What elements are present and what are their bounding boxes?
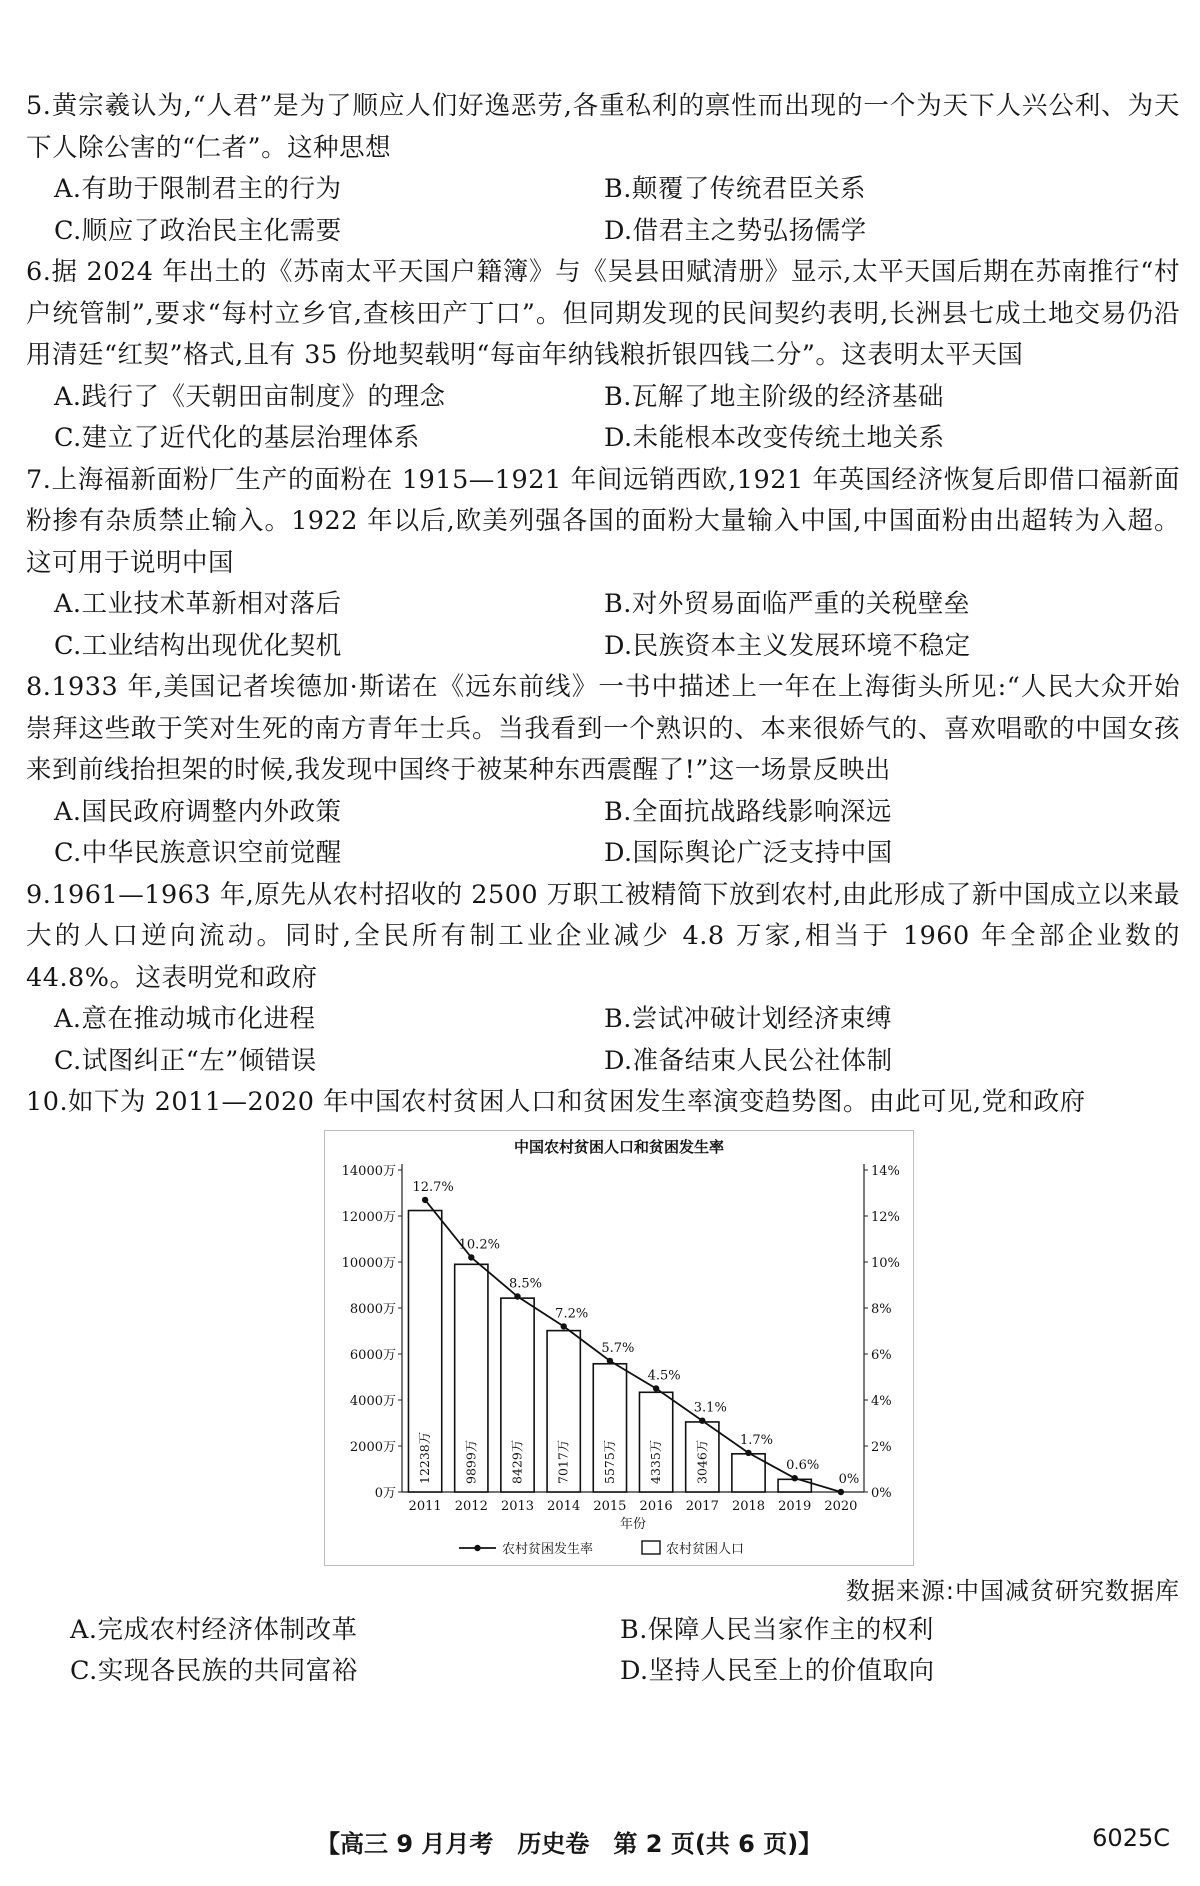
option-b: B.全面抗战路线影响深远 <box>604 796 892 827</box>
option-c: C.试图纠正“左”倾错误 <box>54 1045 317 1076</box>
option-d: D.国际舆论广泛支持中国 <box>604 838 893 868</box>
question-stem: 7.上海福新面粉厂生产的面粉在 1915—1921 年间远销西欧,1921 年英国经济恢复后即借口福新面粉掺有杂质禁止输入。1922 年以后,欧美列强各国的面粉大量输入中国,中国面粉由出超转为入超。这可用于说明中国 <box>26 464 1180 578</box>
x-tick-label: 2017 <box>685 1498 719 1514</box>
option-d: D.未能根本改变传统土地关系 <box>604 423 945 453</box>
x-tick-label: 2018 <box>731 1498 766 1514</box>
y-left-tick-label: 6000万 <box>349 1347 396 1363</box>
rate-point <box>468 1254 474 1260</box>
x-tick-label: 2019 <box>778 1498 812 1514</box>
option-d: D.准备结束人民公社体制 <box>604 1045 893 1076</box>
y-right-tick-label: 12% <box>871 1209 900 1225</box>
x-tick-label: 2015 <box>593 1498 627 1514</box>
option-c: C.顺应了政治民主化需要 <box>54 215 342 246</box>
options <box>26 169 1180 252</box>
question-stem: 9.1961—1963 年,原先从农村招收的 2500 万职工被精简下放到农村,由此形成了新中国成立以来最大的人口逆向流动。同时,全民所有制工业企业减少 4.8 万家,相当于 1960 年全部企业数的 44.8%。这表明党和政府 <box>26 879 1180 993</box>
option-c: C.实现各民族的共同富裕 <box>70 1656 358 1686</box>
question-stem: 5.黄宗羲认为,“人君”是为了顺应人们好逸恶劳,各重私利的禀性而出现的一个为天下人兴公利、为天下人除公害的“仁者”。这种思想 <box>26 91 1180 163</box>
option-d: D.坚持人民至上的价值取向 <box>620 1656 935 1686</box>
legend-label-population: 农村贫困人口 <box>666 1541 745 1557</box>
rate-point <box>653 1385 659 1391</box>
poverty-chart <box>324 1130 914 1566</box>
x-tick-label: 2016 <box>639 1498 673 1514</box>
x-tick-label: 2014 <box>547 1498 581 1514</box>
footer-page-info: 【高三 9 月月考 历史卷 第 2 页(共 6 页)】 <box>316 1830 823 1858</box>
x-tick-label: 2011 <box>408 1498 442 1514</box>
question-6 <box>26 252 1180 460</box>
option-a: A.意在推动城市化进程 <box>54 1004 316 1034</box>
option-d: D.借君主之势弘扬儒学 <box>604 215 867 246</box>
option-c: C.工业结构出现优化契机 <box>54 630 342 661</box>
options <box>26 584 1180 667</box>
option-a: A.国民政府调整内外政策 <box>54 796 342 827</box>
question-7 <box>26 460 1180 668</box>
y-left-tick-label: 0万 <box>374 1485 396 1501</box>
exam-page <box>26 86 1180 1693</box>
rate-point <box>514 1293 520 1299</box>
x-axis-label: 年份 <box>619 1516 647 1532</box>
question-8 <box>26 667 1180 875</box>
y-right-tick-label: 14% <box>871 1163 900 1179</box>
x-tick-label: 2020 <box>824 1498 858 1514</box>
y-left-tick-label: 12000万 <box>341 1209 396 1225</box>
option-b: B.保障人民当家作主的权利 <box>620 1614 934 1645</box>
y-right-tick-label: 6% <box>871 1347 892 1363</box>
option-a: A.完成农村经济体制改革 <box>70 1614 358 1645</box>
y-left-tick-label: 8000万 <box>349 1301 396 1317</box>
y-right-tick-label: 4% <box>871 1393 892 1409</box>
option-c: C.中华民族意识空前觉醒 <box>54 838 342 868</box>
page-footer <box>0 1820 1200 1860</box>
bar-value-label: 5575万 <box>601 1439 617 1484</box>
question-5 <box>26 86 1180 252</box>
rate-point <box>792 1475 798 1481</box>
option-d: D.民族资本主义发展环境不稳定 <box>604 630 971 661</box>
bar-value-label: 8429万 <box>509 1439 525 1484</box>
rate-point <box>561 1323 567 1329</box>
y-left-tick-label: 10000万 <box>341 1255 396 1271</box>
bar-value-label: 4335万 <box>648 1439 664 1484</box>
options <box>26 792 1180 875</box>
y-right-tick-label: 8% <box>871 1301 892 1317</box>
question-stem: 8.1933 年,美国记者埃德加·斯诺在《远东前线》一书中描述上一年在上海街头所见:“人民大众开始崇拜这些敢于笑对生死的南方青年士兵。当我看到一个熟识的、本来很娇气的、喜欢唱歌的中国女孩来到前线抬担架的时候,我发现中国终于被某种东西震醒了!”这一场景反映出 <box>26 672 1180 785</box>
y-left-tick-label: 4000万 <box>349 1393 396 1409</box>
rate-value-label: 0.6% <box>786 1457 820 1473</box>
rate-point <box>607 1357 613 1363</box>
y-right-tick-label: 10% <box>871 1255 900 1271</box>
bar-value-label: 3046万 <box>694 1439 710 1484</box>
footer-code: 6025C <box>1092 1824 1170 1852</box>
question-stem: 6.据 2024 年出土的《苏南太平天国户籍簿》与《吴县田赋清册》显示,太平天国后期在苏南推行“村户统管制”,要求“每村立乡官,查核田产丁口”。但同期发现的民间契约表明,长洲县七成土地交易仍沿用清廷“红契”格式,且有 35 份地契载明“每亩年纳钱粮折银四钱二分”。这表明太平天国 <box>26 257 1180 370</box>
options <box>26 377 1180 460</box>
question-10-options <box>26 1610 1180 1693</box>
y-left-tick-label: 2000万 <box>349 1439 396 1455</box>
rate-point <box>745 1449 751 1455</box>
legend-label-rate: 农村贫困发生率 <box>502 1541 594 1557</box>
option-b: B.尝试冲破计划经济束缚 <box>604 1004 892 1034</box>
legend-bar-swatch <box>642 1541 660 1554</box>
option-b: B.瓦解了地主阶级的经济基础 <box>604 381 944 412</box>
rate-value-label: 3.1% <box>693 1400 727 1416</box>
option-a: A.践行了《天朝田亩制度》的理念 <box>54 381 446 412</box>
rate-point <box>838 1488 844 1494</box>
option-c: C.建立了近代化的基层治理体系 <box>54 423 420 453</box>
y-left-tick-label: 14000万 <box>341 1163 396 1179</box>
chart-title: 中国农村贫困人口和贫困发生率 <box>513 1137 725 1156</box>
bar-value-label: 9899万 <box>463 1439 479 1484</box>
rate-point <box>422 1196 428 1202</box>
question-10 <box>26 1082 1180 1124</box>
rate-value-label: 8.5% <box>508 1276 543 1291</box>
options <box>26 999 1180 1082</box>
legend-line-marker <box>474 1544 480 1550</box>
rate-value-label: 0% <box>838 1471 860 1487</box>
option-a: A.工业技术革新相对落后 <box>54 589 342 619</box>
rate-value-label: 1.7% <box>739 1432 774 1448</box>
x-tick-label: 2012 <box>454 1498 488 1514</box>
bar-value-label: 7017万 <box>555 1439 571 1484</box>
rate-value-label: 7.2% <box>555 1305 589 1321</box>
rate-value-label: 4.5% <box>647 1368 681 1383</box>
option-a: A.有助于限制君主的行为 <box>54 174 342 204</box>
y-right-tick-label: 2% <box>871 1439 892 1455</box>
option-b: B.颠覆了传统君臣关系 <box>604 174 866 204</box>
chart-svg <box>324 1130 914 1566</box>
question-9 <box>26 875 1180 1083</box>
rate-value-label: 12.7% <box>412 1179 454 1195</box>
x-tick-label: 2013 <box>500 1498 535 1514</box>
option-b: B.对外贸易面临严重的关税壁垒 <box>604 589 970 619</box>
rate-point <box>699 1417 705 1423</box>
y-right-tick-label: 0% <box>871 1485 892 1501</box>
rate-value-label: 5.7% <box>601 1340 635 1356</box>
question-stem: 10.如下为 2011—2020 年中国农村贫困人口和贫困发生率演变趋势图。由此可见,党和政府 <box>26 1087 1086 1117</box>
rate-value-label: 10.2% <box>458 1236 500 1252</box>
bar-value-label: 12238万 <box>417 1431 433 1484</box>
data-source-note: 数据来源:中国减贫研究数据库 <box>845 1576 1180 1605</box>
